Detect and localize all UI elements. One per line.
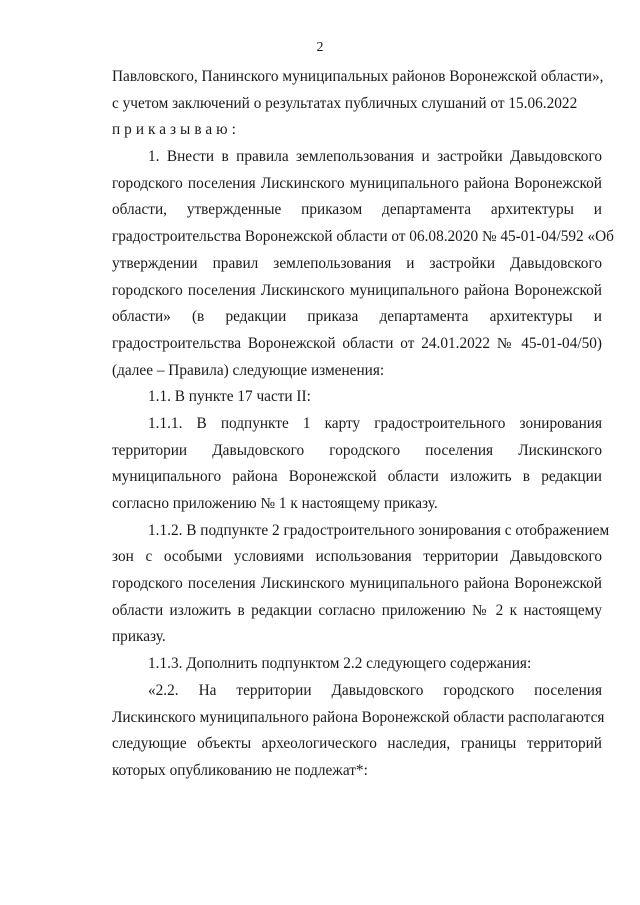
- text-line: зон с особыми условиями использования территории Давыдовского: [112, 548, 602, 566]
- page-number: 2: [316, 40, 324, 55]
- text-line: 1.1.1. В подпункте 1 карту градостроительного зонирования: [148, 414, 602, 432]
- text-line: «2.2. На территории Давыдовского городского поселения: [148, 681, 602, 699]
- text-line: согласно приложению № 1 к настоящему приказу.: [112, 495, 438, 512]
- text-line: территории Давыдовского городского поселения Лискинского: [112, 441, 602, 459]
- text-line: муниципального района Воронежской области изложить в редакции: [112, 468, 602, 486]
- text-line: приказываю:: [112, 121, 240, 139]
- text-line: (далее – Правила) следующие изменения:: [112, 361, 385, 379]
- text-line: которых опубликованию не подлежат*:: [112, 761, 368, 779]
- text-line: городского поселения Лискинского муниципального района Воронежской: [112, 281, 602, 299]
- text-line: утверждении правил землепользования и застройки Давыдовского: [112, 254, 602, 272]
- text-line: Лискинского муниципального района Воронежской области располагаются: [112, 708, 605, 726]
- text-line: с учетом заключений о результатах публичных слушаний от 15.06.2022: [112, 94, 578, 112]
- text-line: градостроительства Воронежской области от 24.01.2022 № 45-01-04/50): [112, 334, 602, 352]
- text-line: Павловского, Панинского муниципальных районов Воронежской области»,: [112, 68, 604, 85]
- text-line: 1. Внести в правила землепользования и застройки Давыдовского: [148, 148, 602, 166]
- text-line: области изложить в редакции согласно приложению № 2 к настоящему: [112, 601, 602, 619]
- text-line: городского поселения Лискинского муниципального района Воронежской: [112, 174, 602, 192]
- text-line: области» (в редакции приказа департамента архитектуры и: [112, 308, 602, 326]
- text-line: следующие объекты археологического наследия, границы территорий: [112, 735, 602, 753]
- text-line: градостроительства Воронежской области от 06.08.2020 № 45-01-04/592 «Об: [112, 228, 614, 246]
- text-line: 1.1.3. Дополнить подпунктом 2.2 следующего содержания:: [148, 655, 532, 673]
- text-line: приказу.: [112, 628, 166, 646]
- text-line: городского поселения Лискинского муниципального района Воронежской: [112, 575, 602, 593]
- text-line: области, утвержденные приказом департамента архитектуры и: [112, 201, 602, 219]
- document-body: [112, 64, 614, 785]
- text-line: 1.1. В пункте 17 части II:: [148, 388, 311, 406]
- text-line: 1.1.2. В подпункте 2 градостроительного зонирования с отображением: [148, 521, 610, 539]
